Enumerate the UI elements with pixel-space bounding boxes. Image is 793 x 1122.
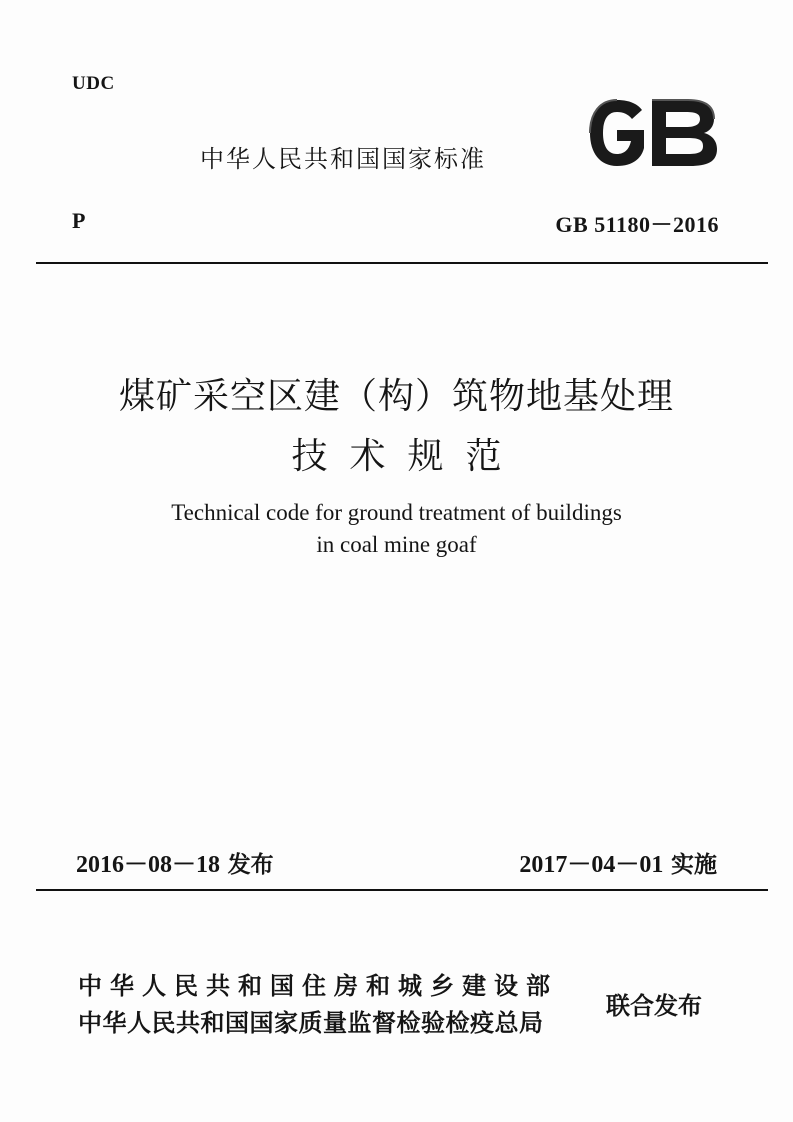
title-english-line2: in coal mine goaf: [316, 532, 477, 557]
publisher-2: 中华人民共和国国家质量监督检验检疫总局: [78, 1009, 544, 1037]
classification-code: P: [72, 208, 86, 233]
issue-label: 发布: [227, 852, 274, 878]
standard-number: GB 51180－2016: [555, 212, 719, 237]
udc-label: UDC: [72, 73, 115, 94]
title-english-line1: Technical code for ground treatment of buildings: [171, 500, 622, 525]
implementation-label: 实施: [671, 852, 717, 878]
title-chinese-line2: 技术规范: [291, 436, 524, 477]
issue-date-block: [76, 844, 274, 879]
bottom-divider: [36, 889, 768, 891]
top-divider: [36, 262, 768, 264]
title-chinese-line1: 煤矿采空区建（构）筑物地基处理: [118, 376, 674, 417]
publisher-1: 中华人民共和国住房和城乡建设部: [78, 972, 558, 1000]
implementation-date: 2017－04－01: [519, 852, 664, 878]
joint-publish-label: 联合发布: [606, 992, 702, 1020]
implementation-date-block: [519, 844, 717, 879]
standard-type: 中华人民共和国国家标准: [200, 145, 486, 173]
issue-date: 2016－08－18: [76, 852, 220, 878]
gb-logo-icon: [586, 96, 722, 170]
